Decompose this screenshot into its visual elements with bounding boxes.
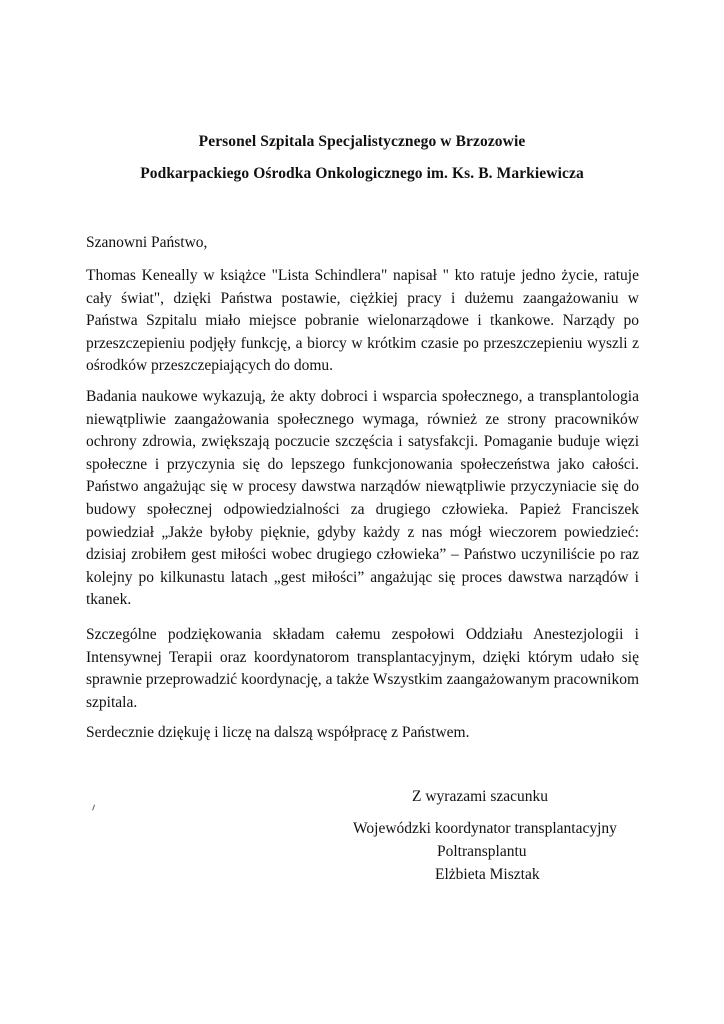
paragraph-2: Badania naukowe wykazują, że akty dobroci i wsparcia społecznego, a transplantologia niewątpliwie zaangażowania społecznego wymaga, również ze strony pracowników ochrony zdrowia, zwiększają poczucie szczęścia i satysfakcji. Pomaganie buduje więzi społeczne i przyczynia się do lepszego funkcjonowania społeczeństwa jako całości. Państwo angażując się w procesy dawstwa narządów niewątpliwie przyczyniacie się do budowy społecznej odpowiedzialności za drugiego człowieka. Papież Franciszek powiedział „Jakże byłoby pięknie, gdyby każdy z nas mógł wieczorem powiedzieć: dzisiaj zrobiłem gest miłości wobec drugiego człowieka” – Państwo uczyniliście po raz kolejny po kilkunastu latach „gest miłości” angażując się proces dawstwa narządów i tkanek. <box>86 388 639 609</box>
signatory-name: Elżbieta Misztak <box>435 866 540 883</box>
signatory-organization: Poltransplantu <box>437 843 527 860</box>
paragraph-4: Serdecznie dziękuję i liczę na dalszą współpracę z Państwem. <box>86 724 470 741</box>
recipient-heading-line-2: Podkarpackiego Ośrodka Onkologicznego im. Ks. B. Markiewicza <box>140 165 584 182</box>
closing-phrase: Z wyrazami szacunku <box>412 788 548 805</box>
scan-speck <box>92 804 98 811</box>
signatory-title: Wojewódzki koordynator transplantacyjny <box>353 820 617 837</box>
paragraph-3: Szczególne podziękowania składam całemu zespołowi Oddziału Anestezjologii i Intensywnej Terapii oraz koordynatorom transplantacyjnym, dzięki którym udało się sprawnie przeprowadzić koordynację, a także Wszystkim zaangażowanym pracownikom szpitala. <box>86 626 639 711</box>
paragraph-1: Thomas Keneally w książce "Lista Schindlera" napisał " kto ratuje jedno życie, ratuje cały świat", dzięki Państwa postawie, ciężkiej pracy i dużemu zaangażowaniu w Państwa Szpitalu miało miejsce pobranie wielonarządowe i tkankowe. Narządy po przeszczepieniu podjęły funkcję, a biorcy w krótkim czasie po przeszczepieniu wyszli z ośrodków przeszczepiających do domu. <box>86 267 639 375</box>
recipient-heading-line-1: Personel Szpitala Specjalistycznego w Brzozowie <box>198 133 526 150</box>
salutation: Szanowni Państwo, <box>86 234 208 251</box>
